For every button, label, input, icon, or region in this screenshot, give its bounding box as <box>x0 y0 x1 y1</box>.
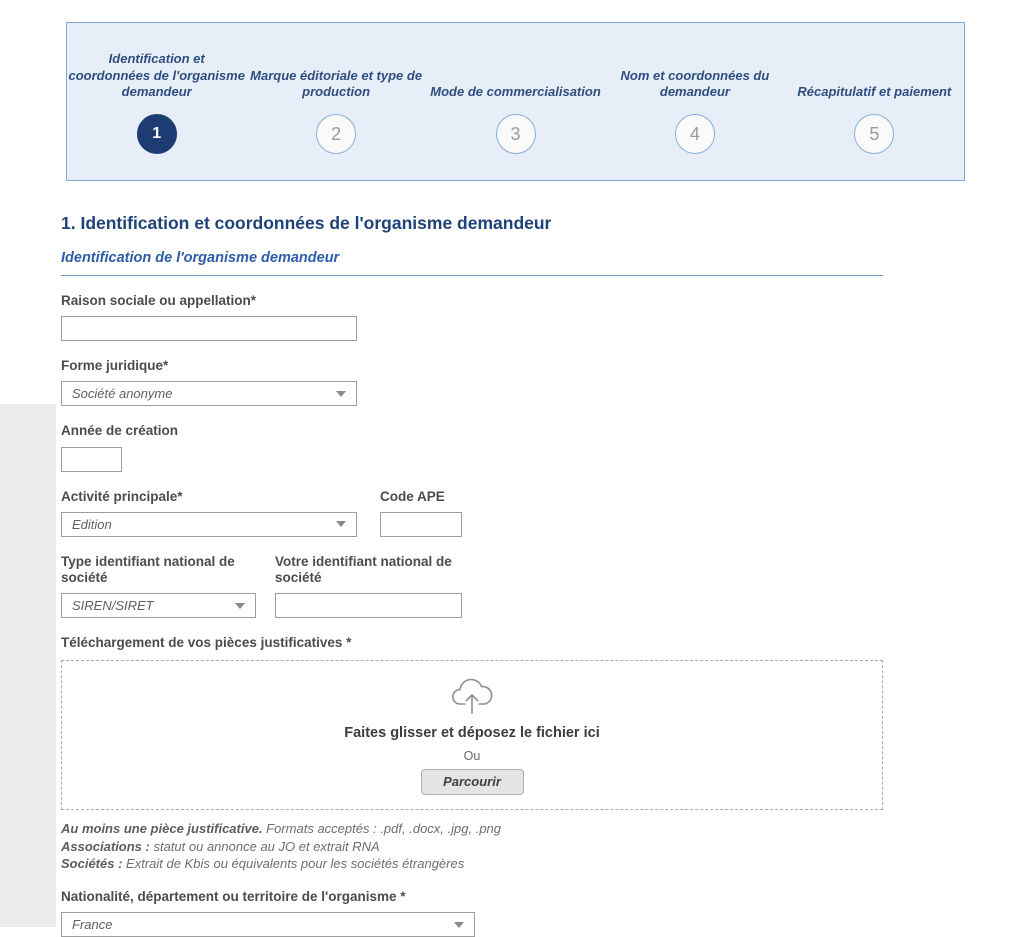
upload-requirements <box>61 820 883 872</box>
code-ape-input[interactable] <box>380 512 462 537</box>
step-circle: 4 <box>675 114 715 154</box>
activite-principale-value: Edition <box>72 516 112 532</box>
chevron-down-icon <box>336 391 346 397</box>
page-gutter <box>0 404 56 927</box>
page-title: 1. Identification et coordonnées de l'organisme demandeur <box>61 213 552 233</box>
stepper-step-3[interactable] <box>426 23 605 180</box>
wizard-stepper <box>66 22 965 181</box>
step-label: Nom et coordonnées du demandeur <box>620 67 770 100</box>
forme-juridique-select[interactable] <box>61 381 357 406</box>
field-upload <box>61 635 883 810</box>
stepper-step-5[interactable] <box>785 23 964 180</box>
activite-principale-select[interactable] <box>61 512 357 537</box>
raison-sociale-label: Raison sociale ou appellation* <box>61 293 257 308</box>
votre-identifiant-input[interactable] <box>275 593 462 618</box>
step-circle-active: 1 <box>137 114 177 154</box>
chevron-down-icon <box>235 603 245 609</box>
raison-sociale-input[interactable] <box>61 316 357 341</box>
code-ape-label: Code APE <box>380 488 445 504</box>
step-label: Marque éditoriale et type de production <box>250 67 423 100</box>
activite-principale-label: Activité principale* <box>61 488 183 504</box>
step-circle: 3 <box>496 114 536 154</box>
type-identifiant-value: SIREN/SIRET <box>72 598 154 614</box>
field-nationalite <box>61 889 883 937</box>
annee-creation-input[interactable] <box>61 447 122 472</box>
forme-juridique-label: Forme juridique* <box>61 358 169 374</box>
votre-identifiant-label: Votre identifiant national de société <box>275 553 452 585</box>
field-forme-juridique <box>61 358 883 406</box>
annee-creation-label: Année de création <box>61 423 179 439</box>
step-label: Récapitulatif et paiement <box>797 84 952 100</box>
or-text: Ou <box>463 748 481 763</box>
nationalite-label: Nationalité, département ou territoire de l'organisme * <box>61 889 406 905</box>
subsection-title: Identification de l'organisme demandeur <box>61 250 883 276</box>
row-activite-ape <box>61 489 883 537</box>
step-circle: 2 <box>316 114 356 154</box>
step-label: Mode de commercialisation <box>430 84 601 100</box>
note-line: Au moins une pièce justificative. Formats acceptés : .pdf, .docx, .jpg, .png <box>61 821 502 837</box>
row-identifiant <box>61 554 883 618</box>
note-line: Sociétés : Extrait de Kbis ou équivalents pour les sociétés étrangères <box>61 855 465 871</box>
stepper-step-4[interactable] <box>605 23 784 180</box>
stepper-step-2[interactable] <box>246 23 425 180</box>
nationalite-value: France <box>72 917 113 933</box>
stepper-step-1[interactable] <box>67 23 246 180</box>
file-dropzone[interactable] <box>61 660 883 810</box>
step-label: Identification et coordonnées de l'organisme demandeur <box>68 51 245 100</box>
type-identifiant-select[interactable] <box>61 593 256 618</box>
chevron-down-icon <box>336 521 346 527</box>
upload-label: Téléchargement de vos pièces justificatives * <box>61 635 352 651</box>
step-circle: 5 <box>854 114 894 154</box>
note-line: Associations : statut ou annonce au JO et extrait RNA <box>61 838 380 854</box>
browse-button[interactable]: Parcourir <box>421 769 524 795</box>
nationalite-select[interactable] <box>61 912 475 937</box>
type-identifiant-label: Type identifiant national de société <box>61 553 235 585</box>
forme-juridique-value: Société anonyme <box>72 386 173 402</box>
drop-instruction: Faites glisser et déposez le fichier ici <box>344 724 600 741</box>
form-section-1 <box>61 181 883 937</box>
field-raison-sociale <box>61 293 883 341</box>
field-annee-creation <box>61 423 883 471</box>
cloud-upload-icon <box>449 676 495 716</box>
